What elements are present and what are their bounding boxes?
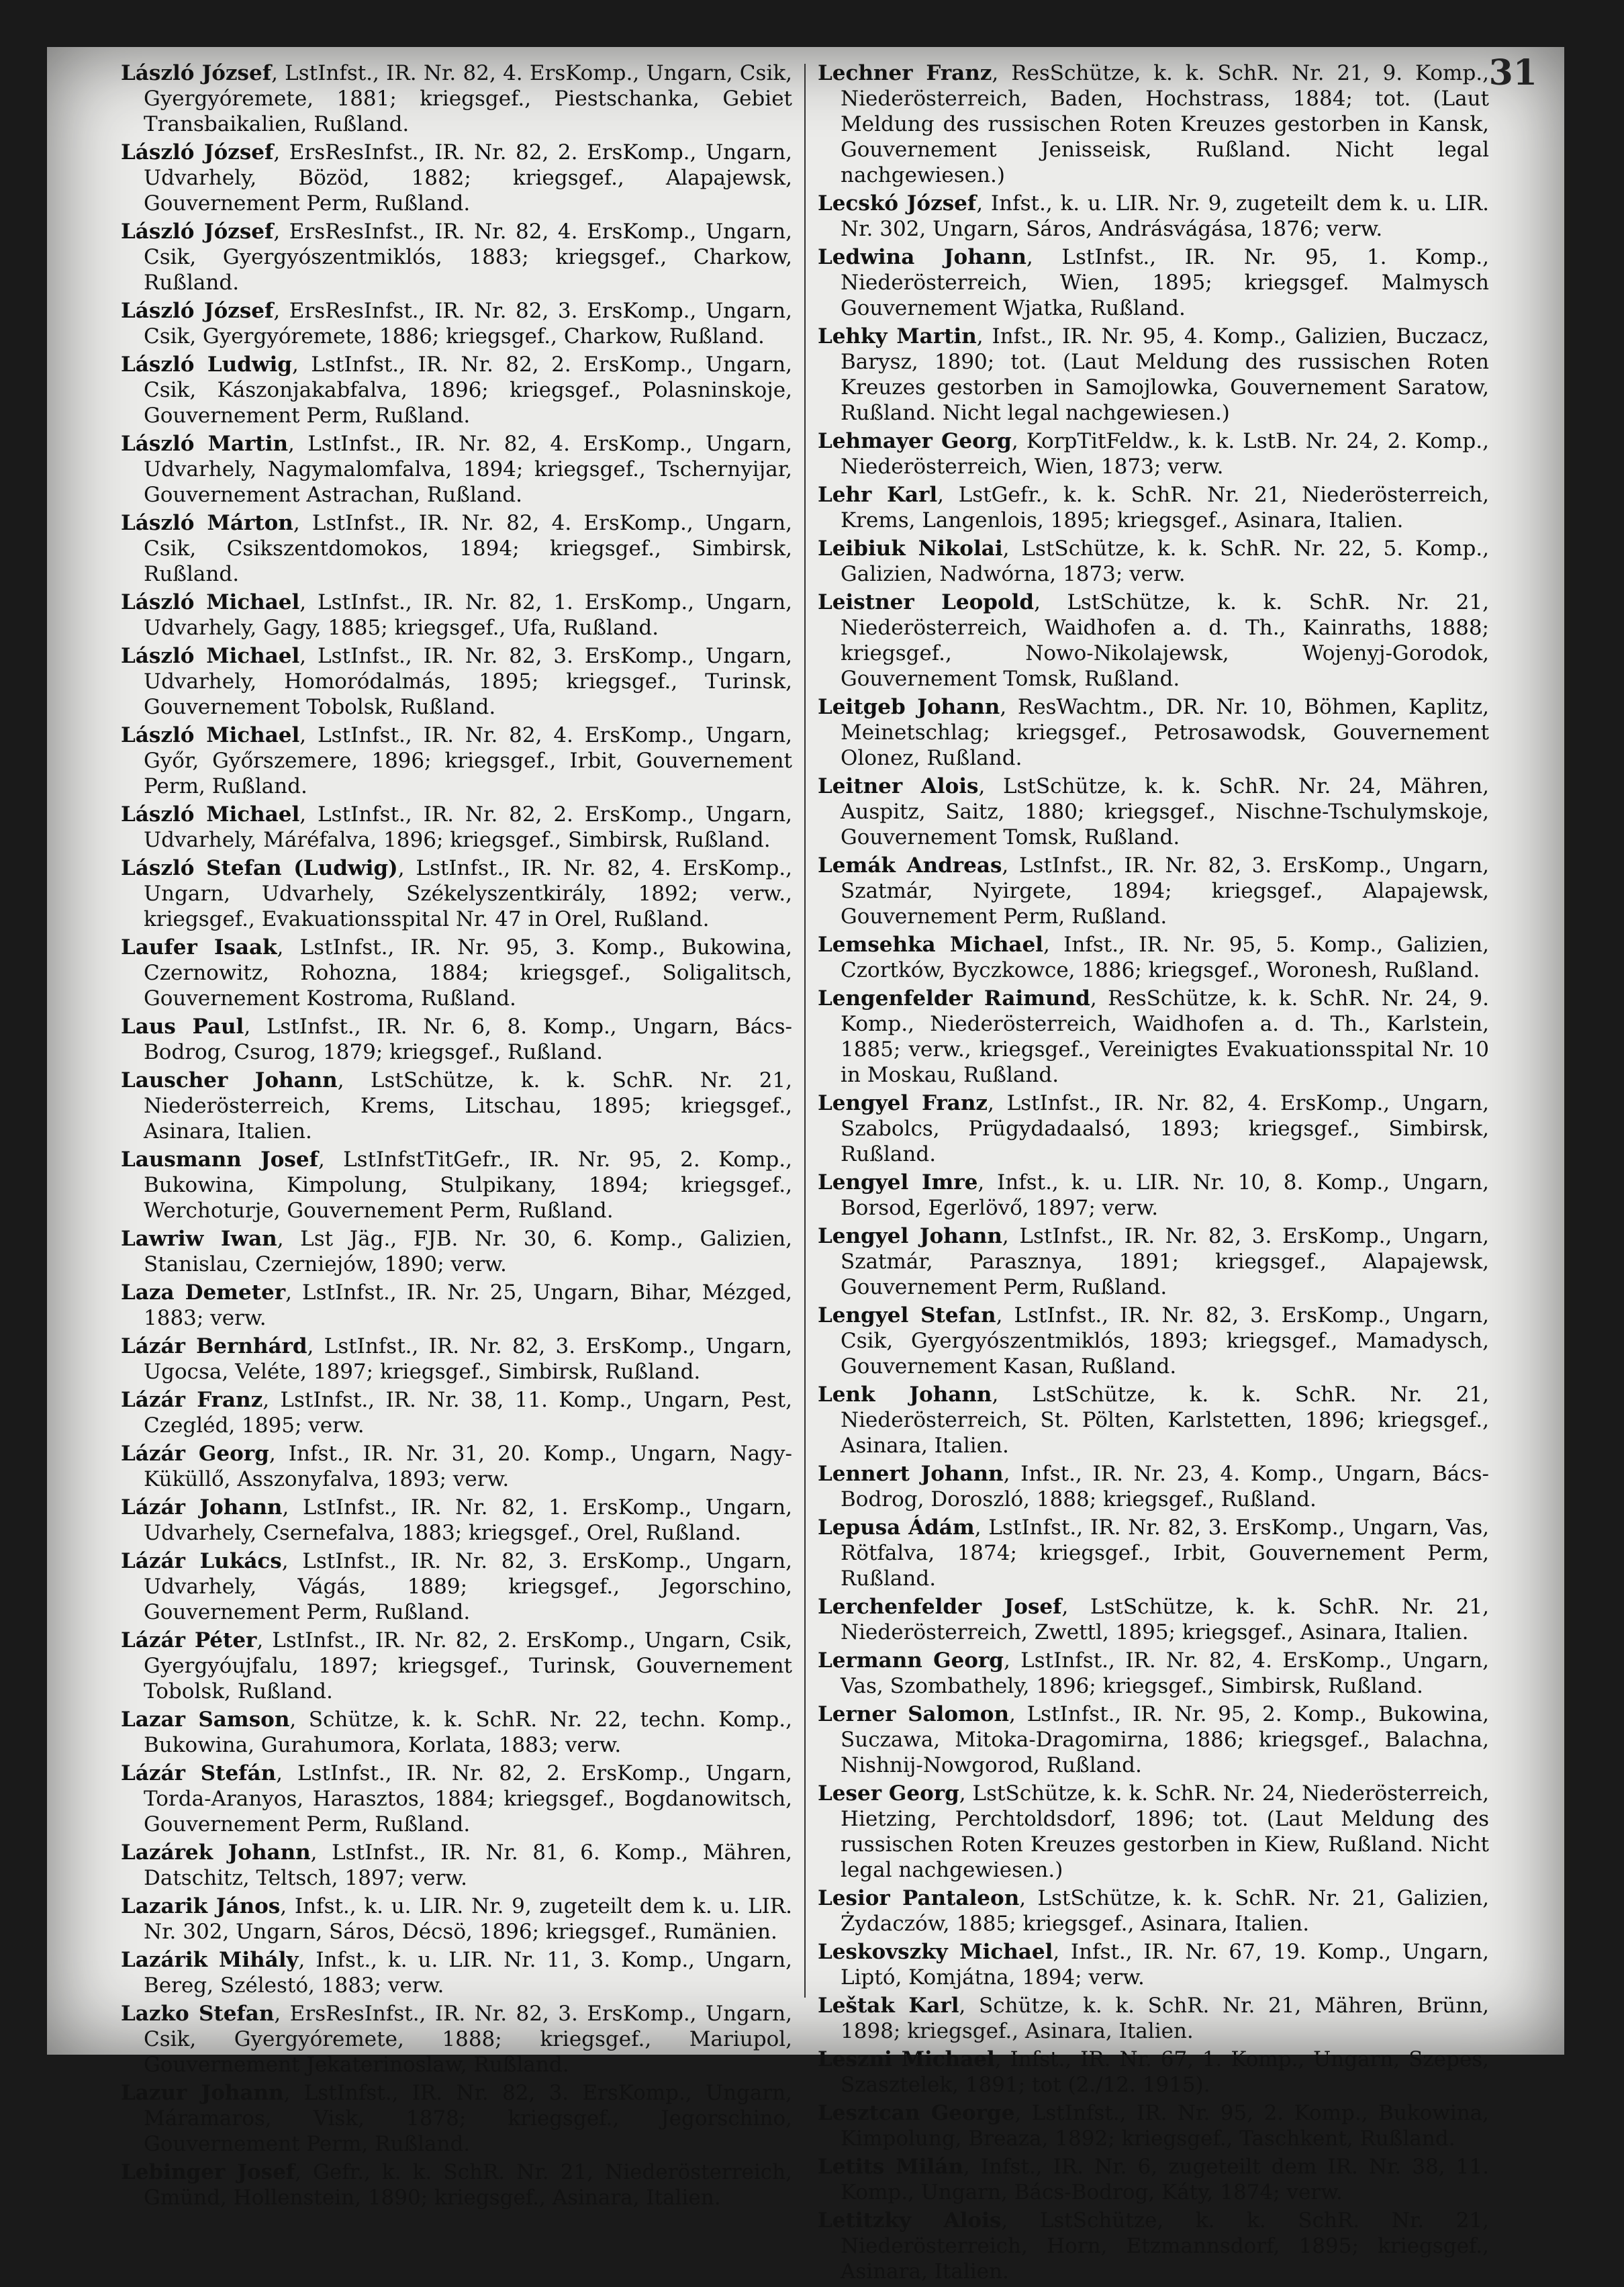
entry-name: László Martin <box>121 432 289 456</box>
entry-details: , LstInfst., IR. Nr. 95, 2. Komp., Bukowina, Suczawa, Mitoka-Dragomirna, 1886; kriegsgef., Balachna, Nishnij-Nowgorod, Rußland. <box>841 1702 1490 1777</box>
list-entry <box>818 482 1489 533</box>
page-number: 31 <box>1488 52 1537 93</box>
entry-name: Leibiuk Nikolai <box>818 536 1003 561</box>
list-entry <box>818 1701 1489 1778</box>
list-entry <box>818 2047 1489 2098</box>
list-entry <box>121 60 792 137</box>
list-entry <box>121 802 792 853</box>
entry-details: , Infst., IR. Nr. 6, zugeteilt dem IR. Nr. 38, 11. Komp., Ungarn, Bács-Bodrog, Káty, 1874; verw. <box>841 2155 1489 2204</box>
entry-details: , LstInfst., IR. Nr. 38, 11. Komp., Ungarn, Pest, Czegléd, 1895; verw. <box>144 1388 792 1438</box>
entry-name: Lechner Franz <box>818 61 992 85</box>
list-entry <box>121 2080 792 2157</box>
entry-name: Lenk Johann <box>818 1383 992 1407</box>
list-entry <box>121 1334 792 1385</box>
entry-details: , ResSchütze, k. k. SchR. Nr. 24, 9. Komp., Niederösterreich, Waidhofen a. d. Th., Karlstein, 1885; verw., kriegsgef., Vereinigtes Evakuationsspital Nr. 10 in Moskau, Rußland. <box>841 986 1489 1087</box>
entry-name: László József <box>121 220 274 244</box>
entry-name: Lausmann Josef <box>121 1148 318 1172</box>
entry-details: , ErsResInfst., IR. Nr. 82, 4. ErsKomp., Ungarn, Csik, Gyergyószentmiklós, 1883; kriegsgef., Charkow, Rußland. <box>144 220 792 295</box>
list-entry <box>121 1014 792 1065</box>
list-entry <box>818 191 1489 242</box>
entry-details: , ErsResInfst., IR. Nr. 82, 3. ErsKomp., Ungarn, Csik, Gyergyóremete, 1886; kriegsgef., Charkow, Rußland. <box>144 299 792 348</box>
list-entry <box>818 60 1489 188</box>
entry-details: , Infst., k. u. LIR. Nr. 11, 3. Komp., Ungarn, Bereg, Szélestó, 1883; verw. <box>144 1948 792 1998</box>
entry-details: , LstInfst., IR. Nr. 82, 3. ErsKomp., Ungarn, Csik, Gyergyószentmiklós, 1893; kriegsgef., Mamadysch, Gouvernement Kasan, Rußland. <box>841 1303 1489 1379</box>
entry-details: , LstInfst., IR. Nr. 82, 4. ErsKomp., Ungarn, Udvarhely, Nagymalomfalva, 1894; kriegsgef., Tschernyijar, Gouvernement Astrachan, Rußland. <box>144 432 792 507</box>
entry-details: , Infst., IR. Nr. 95, 4. Komp., Galizien, Buczacz, Barysz, 1890; tot. (Laut Meldung des russischen Roten Kreuzes gestorben in Samojlowka, Gouvernement Saratow, Rußland. Nicht legal nachgewiesen.) <box>841 324 1489 425</box>
list-entry <box>818 774 1489 850</box>
list-entry <box>818 986 1489 1088</box>
entry-name: Lawriw Iwan <box>121 1227 277 1251</box>
entry-details: , LstSchütze, k. k. SchR. Nr. 21, Niederösterreich, Krems, Litschau, 1895; kriegsgef., Asinara, Italien. <box>144 1068 792 1144</box>
entry-name: Lazko Stefan <box>121 2002 275 2026</box>
list-entry <box>121 1441 792 1492</box>
entry-details: , Infst., IR. Nr. 95, 5. Komp., Galizien, Czortków, Byczkowce, 1886; kriegsgef., Woronesh, Rußland. <box>841 933 1489 982</box>
entry-name: Leszni Michael <box>818 2047 995 2071</box>
entry-details: , LstInfst., IR. Nr. 95, 1. Komp., Niederösterreich, Wien, 1895; kriegsgef. Malmysch Gouvernement Wjatka, Rußland. <box>841 245 1489 320</box>
column-divider <box>804 64 806 1998</box>
entry-name: Leitgeb Johann <box>818 695 1000 719</box>
list-entry <box>121 1147 792 1223</box>
entry-details: , LstInfst., IR. Nr. 82, 4. ErsKomp., Ungarn, Győr, Győrszemere, 1896; kriegsgef., Irbit, Gouvernement Perm, Rußland. <box>144 723 792 798</box>
entry-details: , LstInfst., IR. Nr. 82, 2. ErsKomp., Ungarn, Csik, Kászonjakabfalva, 1896; kriegsgef., Polasninskoje, Gouvernement Perm, Rußland. <box>144 353 792 428</box>
entry-name: László József <box>121 61 272 85</box>
entry-details: , LstSchütze, k. k. SchR. Nr. 24, Niederösterreich, Hietzing, Perchtoldsdorf, 1896; tot. (Laut Meldung des russischen Roten Kreuzes gestorben in Kiew, Rußland. Nicht legal nachgewiesen.) <box>841 1781 1490 1882</box>
entry-details: , LstInfst., IR. Nr. 82, 1. ErsKomp., Ungarn, Udvarhely, Csernefalva, 1883; kriegsgef., Orel, Rußland. <box>144 1495 792 1545</box>
list-entry <box>818 1223 1489 1300</box>
list-entry <box>121 1387 792 1438</box>
entry-details: , LstInfst., IR. Nr. 82, 3. ErsKomp., Ungarn, Udvarhely, Vágás, 1889; kriegsgef., Jegorschino, Gouvernement Perm, Rußland. <box>144 1549 792 1624</box>
entry-details: , ErsResInfst., IR. Nr. 82, 2. ErsKomp., Ungarn, Udvarhely, Bözöd, 1882; kriegsgef., Alapajewsk, Gouvernement Perm, Rußland. <box>144 140 792 216</box>
entry-details: , LstSchütze, k. k. SchR. Nr. 21, Niederösterreich, St. Pölten, Karlstetten, 1896; kriegsgef., Asinara, Italien. <box>841 1383 1489 1458</box>
list-entry <box>121 855 792 932</box>
entry-name: Lerner Salomon <box>818 1702 1010 1726</box>
entry-name: Lesztcan George <box>818 2101 1015 2125</box>
entry-name: Lauscher Johann <box>121 1068 338 1092</box>
list-entry <box>818 244 1489 321</box>
list-entry <box>818 324 1489 426</box>
list-entry <box>121 2159 792 2210</box>
entry-details: , LstInfst., IR. Nr. 82, 4. ErsKomp., Ungarn, Vas, Szombathely, 1896; kriegsgef., Simbirsk, Rußland. <box>841 1648 1489 1698</box>
list-entry <box>121 590 792 641</box>
list-entry <box>121 298 792 349</box>
list-entry <box>121 1761 792 1837</box>
entry-details: , Infst., k. u. LIR. Nr. 9, zugeteilt dem k. u. LIR. Nr. 302, Ungarn, Sáros, Andrásvágása, 1876; verw. <box>841 191 1489 241</box>
entry-details: , LstSchütze, k. k. SchR. Nr. 21, Galizien, Żydaczów, 1885; kriegsgef., Asinara, Italien. <box>841 1886 1489 1936</box>
list-entry <box>818 1781 1489 1883</box>
list-entry <box>818 1170 1489 1221</box>
entry-name: Lázár Stefán <box>121 1761 277 1785</box>
list-entry <box>818 853 1489 929</box>
entry-name: Leštak Karl <box>818 1994 959 2018</box>
entry-name: Leskovszky Michael <box>818 1940 1053 1964</box>
entry-details: , LstInfst., IR. Nr. 6, 8. Komp., Ungarn, Bács-Bodrog, Csurog, 1879; kriegsgef., Rußland. <box>144 1015 793 1064</box>
entry-name: Lemák Andreas <box>818 853 1002 878</box>
entry-name: Lengyel Franz <box>818 1091 988 1115</box>
left-column <box>121 60 792 2213</box>
list-entry <box>818 428 1489 479</box>
entry-details: , ErsResInfst., IR. Nr. 82, 3. ErsKomp., Ungarn, Csik, Gyergyóremete, 1888; kriegsgef., Mariupol, Gouvernement Jekaterinoslaw, Rußland. <box>144 2002 793 2077</box>
entry-name: Lerchenfelder Josef <box>818 1595 1062 1619</box>
entry-name: Letitzky Alois <box>818 2208 1002 2233</box>
entry-name: Laus Paul <box>121 1015 244 1039</box>
list-entry <box>121 722 792 799</box>
entry-details: , LstInfst., IR. Nr. 82, 4. ErsKomp., Ungarn, Csik, Gyergyóremete, 1881; kriegsgef., Piestschanka, Gebiet Transbaikalien, Rußland. <box>144 61 792 136</box>
entry-name: Laufer Isaak <box>121 935 277 960</box>
list-entry <box>121 1707 792 1758</box>
entry-details: , LstSchütze, k. k. SchR. Nr. 21, Niederösterreich, Zwettl, 1895; kriegsgef., Asinara, Italien. <box>841 1595 1489 1644</box>
entry-details: , LstInfst., IR. Nr. 82, 4. ErsKomp., Ungarn, Szabolcs, Prügydadaalsó, 1893; kriegsgef., Simbirsk, Rußland. <box>841 1091 1489 1166</box>
entry-name: Lebinger Josef <box>121 2160 295 2184</box>
entry-details: , LstGefr., k. k. SchR. Nr. 21, Niederösterreich, Krems, Langenlois, 1895; kriegsgef., Asinara, Italien. <box>841 483 1489 532</box>
list-entry <box>121 643 792 720</box>
entry-details: , LstInfstTitGefr., IR. Nr. 95, 2. Komp., Bukowina, Kimpolung, Stulpikany, 1894; kriegsgef., Werchoturje, Gouvernement Perm, Rußland. <box>144 1148 792 1223</box>
list-entry <box>121 2001 792 2078</box>
entry-details: , Infst., IR. Nr. 67, 19. Komp., Ungarn, Liptó, Komjátna, 1894; verw. <box>841 1940 1489 1990</box>
entry-details: , Infst., IR. Nr. 67, 1. Komp., Ungarn, Szepes, Szasztelek, 1891; tot (2./12. 1915). <box>841 2047 1489 2097</box>
entry-name: Lázár Lukács <box>121 1549 282 1573</box>
entry-name: Letits Milán <box>818 2155 963 2179</box>
entry-name: Lehr Karl <box>818 483 938 507</box>
entry-name: László Michael <box>121 590 300 614</box>
list-entry <box>121 352 792 428</box>
entry-details: , LstSchütze, k. k. SchR. Nr. 21, Niederösterreich, Waidhofen a. d. Th., Kainraths, 1888; kriegsgef., Nowo-Nikolajewsk, Wojenyj-Gorodok, Gouvernement Tomsk, Rußland. <box>841 590 1489 691</box>
entry-details: , LstInfst., IR. Nr. 82, 3. ErsKomp., Ungarn, Szatmár, Nyirgete, 1894; kriegsgef., Alapajewsk, Gouvernement Perm, Rußland. <box>841 853 1489 929</box>
list-entry <box>818 1382 1489 1458</box>
list-entry <box>121 431 792 508</box>
entry-details: , LstInfst., IR. Nr. 82, 2. ErsKomp., Ungarn, Torda-Aranyos, Harasztos, 1884; kriegsgef., Bogdanowitsch, Gouvernement Perm, Rußland. <box>144 1761 793 1836</box>
entry-name: László Michael <box>121 723 300 747</box>
list-entry <box>818 1939 1489 1990</box>
entry-details: , LstInfst., IR. Nr. 81, 6. Komp., Mähren, Datschitz, Teltsch, 1897; verw. <box>144 1840 792 1890</box>
list-entry <box>818 932 1489 983</box>
entry-name: Lepusa Ádám <box>818 1515 975 1540</box>
entry-details: , LstSchütze, k. k. SchR. Nr. 21, Niederösterreich, Horn, Etzmannsdorf, 1895; kriegsgef., Asinara, Italien. <box>841 2208 1489 2284</box>
entry-name: Lennert Johann <box>818 1462 1004 1486</box>
list-entry <box>818 1594 1489 1645</box>
entry-name: Lecskó József <box>818 191 977 216</box>
right-column <box>818 60 1489 2287</box>
entry-name: Ledwina Johann <box>818 245 1026 269</box>
entry-name: Leser Georg <box>818 1781 959 1806</box>
entry-name: Leistner Leopold <box>818 590 1035 614</box>
list-entry <box>818 2100 1489 2151</box>
entry-name: Lázár Johann <box>121 1495 283 1520</box>
list-entry <box>818 1515 1489 1591</box>
entry-name: László Ludwig <box>121 353 292 377</box>
entry-details: , LstInfst., IR. Nr. 82, 2. ErsKomp., Ungarn, Udvarhely, Máréfalva, 1896; kriegsgef., Simbirsk, Rußland. <box>144 802 792 852</box>
list-entry <box>121 1280 792 1331</box>
entry-details: , Infst., IR. Nr. 23, 4. Komp., Ungarn, Bács-Bodrog, Doroszló, 1888; kriegsgef., Rußland. <box>841 1462 1489 1511</box>
entry-name: Laza Demeter <box>121 1280 286 1305</box>
entry-name: Lehky Martin <box>818 324 977 348</box>
entry-details: , LstInfst., IR. Nr. 82, 3. ErsKomp., Ungarn, Ugocsa, Veléte, 1897; kriegsgef., Simbirsk, Rußland. <box>144 1334 792 1384</box>
entry-name: Lazar Samson <box>121 1708 290 1732</box>
entry-name: László Michael <box>121 802 300 827</box>
entry-details: , Schütze, k. k. SchR. Nr. 22, techn. Komp., Bukowina, Gurahumora, Korlata, 1883; verw. <box>144 1708 792 1757</box>
entry-name: Lengyel Johann <box>818 1224 1002 1248</box>
entry-name: László József <box>121 299 274 323</box>
list-entry <box>818 1885 1489 1936</box>
list-entry <box>818 590 1489 692</box>
entry-name: Lazarik János <box>121 1894 281 1918</box>
entry-details: , ResWachtm., DR. Nr. 10, Böhmen, Kaplitz, Meinetschlag; kriegsgef., Petrosawodsk, Gouvernement Olonez, Rußland. <box>841 695 1489 770</box>
entry-details: , LstInfst., IR. Nr. 82, 3. ErsKomp., Ungarn, Szatmár, Parasznya, 1891; kriegsgef., Alapajewsk, Gouvernement Perm, Rußland. <box>841 1224 1489 1299</box>
list-entry <box>121 1628 792 1704</box>
entry-name: László Stefan (Ludwig) <box>121 856 398 880</box>
entry-name: Lazárek Johann <box>121 1840 311 1865</box>
entry-details: , LstInfst., IR. Nr. 82, 4. ErsKomp., Ungarn, Csik, Csikszentdomokos, 1894; kriegsgef., Simbirsk, Rußland. <box>144 511 792 586</box>
entry-details: , Lst Jäg., FJB. Nr. 30, 6. Komp., Galizien, Stanislau, Czerniejów, 1890; verw. <box>144 1227 793 1276</box>
entry-name: László Michael <box>121 644 300 668</box>
list-entry <box>121 1495 792 1546</box>
entry-details: , Infst., k. u. LIR. Nr. 10, 8. Komp., Ungarn, Borsod, Egerlövő, 1897; verw. <box>841 1170 1489 1220</box>
entry-details: , Infst., k. u. LIR. Nr. 9, zugeteilt dem k. u. LIR. Nr. 302, Ungarn, Sáros, Décsö, 1896; kriegsgef., Rumänien. <box>144 1894 792 1944</box>
list-entry <box>121 510 792 587</box>
entry-name: Lázár Georg <box>121 1442 269 1466</box>
entry-details: , ResSchütze, k. k. SchR. Nr. 21, 9. Komp., Niederösterreich, Baden, Hochstrass, 1884; tot. (Laut Meldung des russischen Roten Kreuzes gestorben in Kansk, Gouvernement Jenisseisk, Rußland. Nicht legal nachgewiesen.) <box>841 61 1489 187</box>
list-entry <box>818 2154 1489 2205</box>
document-page <box>47 47 1564 2284</box>
entry-details: , LstInfst., IR. Nr. 95, 2. Komp., Bukowina, Kimpolung, Breaza, 1892; kriegsgef., Taschkent, Rußland. <box>841 2101 1490 2151</box>
entry-details: , LstInfst., IR. Nr. 82, 3. ErsKomp., Ungarn, Vas, Rötfalva, 1874; kriegsgef., Irbit, Gouvernement Perm, Rußland. <box>841 1515 1490 1591</box>
list-entry <box>818 1648 1489 1699</box>
list-entry <box>121 140 792 216</box>
list-entry <box>121 1226 792 1277</box>
entry-name: Lemsehka Michael <box>818 933 1043 957</box>
entry-name: Lesior Pantaleon <box>818 1886 1020 1910</box>
list-entry <box>121 1947 792 1998</box>
entry-name: Lazur Johann <box>121 2081 284 2105</box>
entry-name: Lázár Franz <box>121 1388 263 1412</box>
entry-details: , LstInfst., IR. Nr. 82, 3. ErsKomp., Ungarn, Máramaros, Visk, 1878; kriegsgef., Jegorschino, Gouvernement Perm, Rußland. <box>144 2081 793 2156</box>
list-entry <box>121 1068 792 1144</box>
entry-name: Lehmayer Georg <box>818 429 1012 453</box>
entry-name: Lázár Bernhárd <box>121 1334 307 1358</box>
list-entry <box>818 1303 1489 1379</box>
list-entry <box>818 536 1489 587</box>
list-entry <box>818 2208 1489 2284</box>
entry-name: Lázár Péter <box>121 1628 257 1652</box>
entry-details: , LstInfst., IR. Nr. 82, 4. ErsKomp., Ungarn, Udvarhely, Székelyszentkirály, 1892; verw., kriegsgef., Evakuationsspital Nr. 47 in Orel, Rußland. <box>144 856 792 931</box>
entry-name: Leitner Alois <box>818 774 979 798</box>
entry-details: , Infst., IR. Nr. 31, 20. Komp., Ungarn, Nagy-Küküllő, Asszonyfalva, 1893; verw. <box>144 1442 792 1491</box>
entry-name: Lengenfelder Raimund <box>818 986 1090 1011</box>
entry-details: , LstInfst., IR. Nr. 95, 3. Komp., Bukowina, Czernowitz, Rohozna, 1884; kriegsgef., Soligalitsch, Gouvernement Kostroma, Rußland. <box>144 935 792 1011</box>
entry-details: , Schütze, k. k. SchR. Nr. 21, Mähren, Brünn, 1898; kriegsgef., Asinara, Italien. <box>841 1994 1489 2043</box>
entry-name: Lermann Georg <box>818 1648 1004 1673</box>
entry-details: , LstInfst., IR. Nr. 82, 2. ErsKomp., Ungarn, Csik, Gyergyóujfalu, 1897; kriegsgef., Turinsk, Gouvernement Tobolsk, Rußland. <box>144 1628 793 1703</box>
list-entry <box>121 935 792 1011</box>
list-entry <box>121 1840 792 1891</box>
list-entry <box>121 1548 792 1625</box>
entry-details: , LstInfst., IR. Nr. 25, Ungarn, Bihar, Mézged, 1883; verw. <box>144 1280 793 1330</box>
entry-details: , LstSchütze, k. k. SchR. Nr. 24, Mähren, Auspitz, Saitz, 1880; kriegsgef., Nischne-Tschulymskoje, Gouvernement Tomsk, Rußland. <box>841 774 1489 849</box>
entry-details: , LstInfst., IR. Nr. 82, 1. ErsKomp., Ungarn, Udvarhely, Gagy, 1885; kriegsgef., Ufa, Rußland. <box>144 590 792 640</box>
entry-name: László József <box>121 140 274 165</box>
entry-details: , KorpTitFeldw., k. k. LstB. Nr. 24, 2. Komp., Niederösterreich, Wien, 1873; verw. <box>841 429 1489 479</box>
list-entry <box>818 694 1489 771</box>
list-entry <box>818 1993 1489 2044</box>
entry-name: Lengyel Imre <box>818 1170 978 1195</box>
list-entry <box>818 1461 1489 1512</box>
entry-name: László Márton <box>121 511 293 535</box>
entry-details: , LstInfst., IR. Nr. 82, 3. ErsKomp., Ungarn, Udvarhely, Homoródalmás, 1895; kriegsgef., Turinsk, Gouvernement Tobolsk, Rußland. <box>144 644 792 719</box>
entry-details: , Gefr., k. k. SchR. Nr. 21, Niederösterreich, Gmünd, Hollenstein, 1890; kriegsgef., Asinara, Italien. <box>144 2160 792 2210</box>
list-entry <box>818 1090 1489 1167</box>
entry-details: , LstSchütze, k. k. SchR. Nr. 22, 5. Komp., Galizien, Nadwórna, 1873; verw. <box>841 536 1489 586</box>
entry-name: Lengyel Stefan <box>818 1303 996 1327</box>
list-entry <box>121 219 792 295</box>
list-entry <box>121 1894 792 1945</box>
entry-name: Lazárik Mihály <box>121 1948 299 1972</box>
